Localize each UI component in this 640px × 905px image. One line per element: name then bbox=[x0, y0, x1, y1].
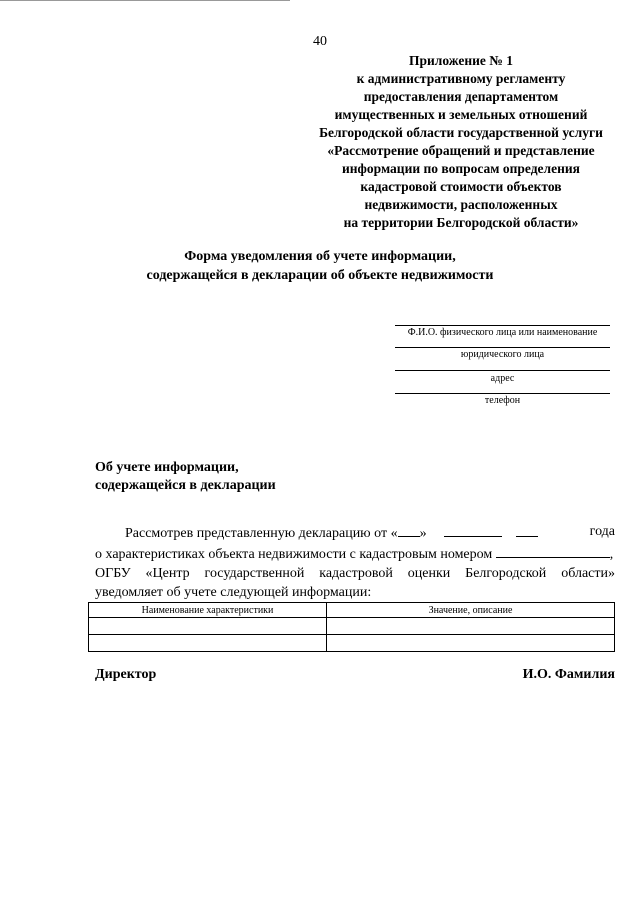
signer-name: И.О. Фамилия bbox=[522, 667, 615, 682]
appendix-line: «Рассмотрение обращений и представление bbox=[327, 143, 595, 158]
table-row bbox=[89, 635, 615, 652]
table-header-value: Значение, описание bbox=[327, 603, 615, 618]
recipient-name-line[interactable] bbox=[395, 325, 610, 326]
recipient-name-caption: Ф.И.О. физического лица или наименование bbox=[407, 327, 598, 338]
recipient-address-caption: адрес bbox=[490, 373, 515, 384]
recipient-phone-caption: телефон bbox=[484, 395, 521, 406]
table-cell[interactable] bbox=[327, 618, 615, 635]
appendix-line: на территории Белгородской области» bbox=[343, 215, 579, 230]
table-cell[interactable] bbox=[89, 618, 327, 635]
table-cell[interactable] bbox=[89, 635, 327, 652]
appendix-line: к административному регламенту bbox=[356, 71, 566, 86]
appendix-line: Приложение № 1 bbox=[409, 53, 513, 68]
appendix-line: имущественных и земельных отношений bbox=[334, 107, 588, 122]
year-blank[interactable] bbox=[516, 522, 538, 537]
body-paragraph-3: ОГБУ «Центр государственной кадастровой оценки Белгородской области» bbox=[95, 566, 615, 581]
recipient-phone-line[interactable] bbox=[395, 393, 610, 394]
body-text-2b: , bbox=[609, 547, 614, 562]
top-rule bbox=[0, 0, 290, 1]
body-text-1b: » bbox=[419, 526, 427, 541]
appendix-line: Белгородской области государственной услуги bbox=[319, 125, 603, 140]
subject bbox=[95, 459, 276, 495]
form-title-line-1: Форма уведомления об учете информации, bbox=[184, 249, 456, 264]
table-header-row bbox=[89, 603, 615, 618]
page-number: 40 bbox=[313, 34, 327, 49]
table-header-characteristic: Наименование характеристики bbox=[89, 603, 327, 618]
recipient-name-line-2[interactable] bbox=[395, 347, 610, 348]
characteristics-table bbox=[88, 602, 615, 652]
body-paragraph-2 bbox=[95, 543, 615, 564]
body-text-1a: Рассмотрев представленную декларацию от « bbox=[125, 526, 398, 541]
signer-position: Директор bbox=[95, 667, 157, 682]
recipient-address-line[interactable] bbox=[395, 370, 610, 371]
month-blank[interactable] bbox=[444, 522, 502, 537]
body-paragraph-1 bbox=[95, 522, 615, 543]
table-row bbox=[89, 618, 615, 635]
appendix-line: кадастровой стоимости объектов bbox=[360, 179, 562, 194]
appendix-line: недвижимости, расположенных bbox=[364, 197, 558, 212]
appendix-line: информации по вопросам определения bbox=[342, 161, 580, 176]
notification-body bbox=[95, 522, 615, 602]
body-text-1c: года bbox=[589, 524, 615, 539]
body-paragraph-4: уведомляет об учете следующей информации: bbox=[95, 585, 372, 600]
cadastral-number-blank[interactable] bbox=[496, 543, 610, 558]
body-text-2a: о характеристиках объекта недвижимости с кадастровым номером bbox=[95, 547, 493, 562]
table-cell[interactable] bbox=[327, 635, 615, 652]
subject-line-1: Об учете информации, bbox=[95, 460, 239, 475]
recipient-name-caption-2: юридического лица bbox=[460, 349, 545, 360]
form-title-line-2: содержащейся в декларации об объекте недвижимости bbox=[146, 268, 494, 283]
day-blank[interactable] bbox=[398, 522, 420, 537]
appendix-line: предоставления департаментом bbox=[363, 89, 559, 104]
appendix-heading bbox=[300, 52, 622, 232]
subject-line-2: содержащейся в декларации bbox=[95, 478, 276, 493]
form-title bbox=[0, 247, 640, 285]
